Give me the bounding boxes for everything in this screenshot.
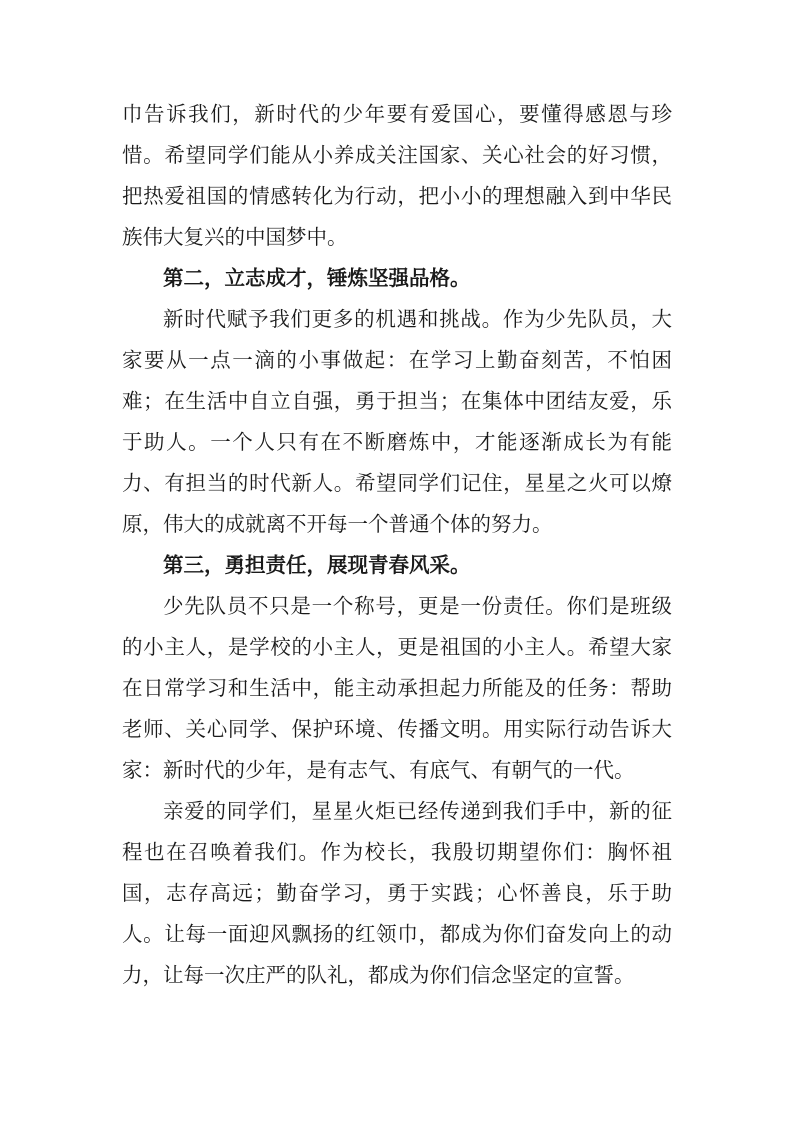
document-body <box>122 94 672 996</box>
paragraph-third-section: 少先队员不只是一个称号，更是一份责任。你们是班级的小主人，是学校的小主人，更是祖国的小主人。希望大家在日常学习和生活中，能主动承担起力所能及的任务：帮助老师、关心同学、保护环境、传播文明。用实际行动告诉大家：新时代的少年，是有志气、有底气、有朝气的一代。 <box>122 594 672 782</box>
paragraph-closing: 亲爱的同学们，星星火炬已经传递到我们手中，新的征程也在召唤着我们。作为校长，我殷切期望你们：胸怀祖国，志存高远；勤奋学习，勇于实践；心怀善良，乐于助人。让每一面迎风飘扬的红领巾，都成为你们奋发向上的动力，让每一次庄严的队礼，都成为你们信念坚定的宣誓。 <box>122 799 672 987</box>
section-heading-second: 第二，立志成才，锤炼坚强品格。 <box>163 266 471 290</box>
paragraph-continuation: 巾告诉我们，新时代的少年要有爱国心，要懂得感恩与珍惜。希望同学们能从小养成关注国家、关心社会的好习惯，把热爱祖国的情感转化为行动，把小小的理想融入到中华民族伟大复兴的中国梦中。 <box>122 102 672 249</box>
paragraph-second-section: 新时代赋予我们更多的机遇和挑战。作为少先队员，大家要从一点一滴的小事做起：在学习上勤奋刻苦，不怕困难；在生活中自立自强，勇于担当；在集体中团结友爱，乐于助人。一个人只有在不断磨炼中，才能逐渐成长为有能力、有担当的时代新人。希望同学们记住，星星之火可以燎原，伟大的成就离不开每一个普通个体的努力。 <box>122 307 672 536</box>
section-heading-third: 第三，勇担责任，展现青春风采。 <box>163 553 471 577</box>
